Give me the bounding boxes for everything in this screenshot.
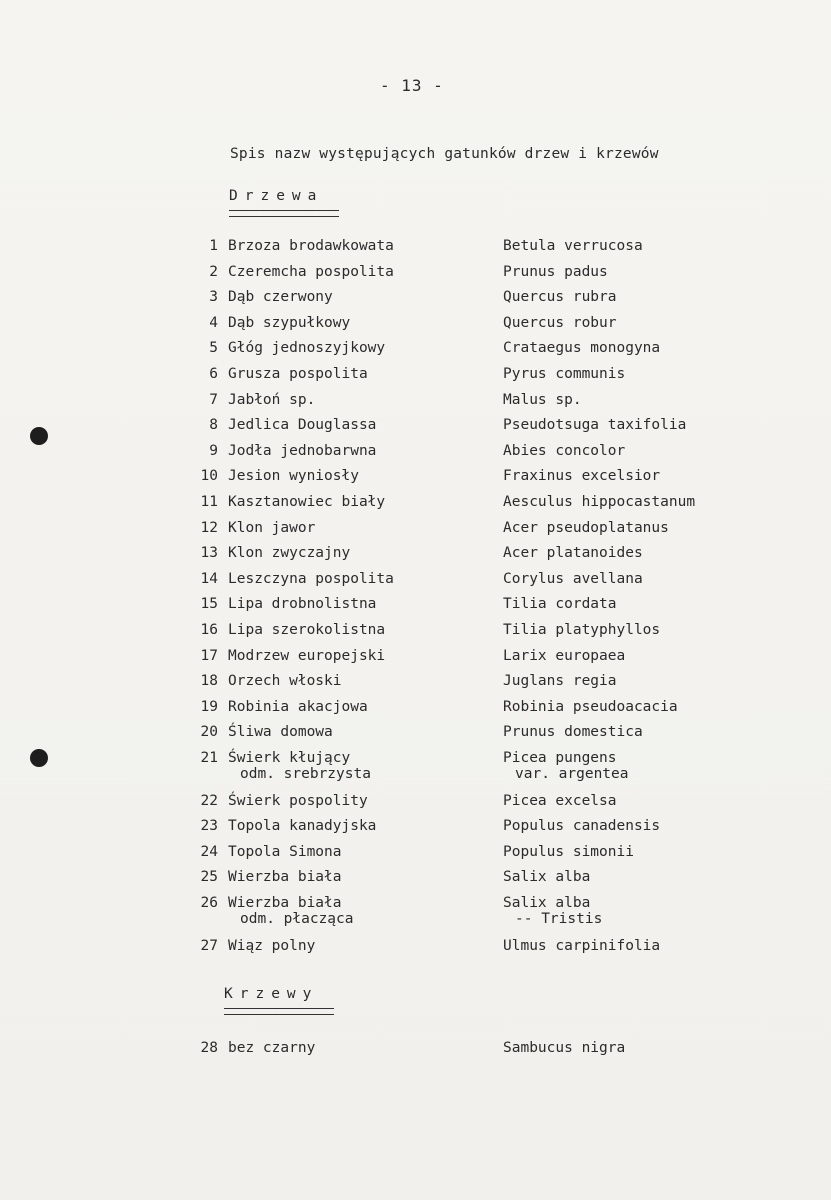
latin-name	[503, 750, 629, 782]
polish-name	[228, 468, 359, 484]
item-number: 9	[209, 443, 218, 459]
latin-name-line: Ulmus carpinifolia	[503, 938, 661, 954]
polish-name	[228, 673, 342, 689]
polish-name-line: Jesion wyniosły	[228, 468, 359, 484]
polish-name	[228, 545, 350, 561]
polish-name	[228, 793, 368, 809]
item-number: 20	[200, 724, 218, 740]
polish-name-line: Kasztanowiec biały	[228, 494, 386, 510]
item-number: 16	[200, 622, 218, 638]
latin-name	[503, 648, 625, 664]
latin-name	[503, 315, 617, 331]
polish-name	[228, 844, 342, 860]
shrubs-heading: Krzewy	[224, 986, 319, 1002]
polish-name	[228, 869, 342, 885]
item-number: 19	[200, 699, 218, 715]
latin-name-line: Crataegus monogyna	[503, 340, 661, 356]
latin-name	[503, 520, 669, 536]
polish-name-line: Topola Simona	[228, 844, 342, 860]
item-number: 6	[209, 366, 218, 382]
latin-name-line: Prunus domestica	[503, 724, 643, 740]
latin-name-line: Picea pungens	[503, 750, 617, 766]
polish-name	[228, 648, 385, 664]
polish-name	[228, 392, 315, 408]
page-number: - 13 -	[380, 76, 444, 95]
item-number: 14	[200, 571, 218, 587]
latin-name	[503, 844, 634, 860]
item-number: 7	[209, 392, 218, 408]
latin-name	[503, 340, 660, 356]
latin-name	[503, 264, 608, 280]
latin-name-line: Aesculus hippocastanum	[503, 494, 696, 510]
latin-name-line: Tilia cordata	[503, 596, 617, 612]
latin-name-line: Pyrus communis	[503, 366, 626, 382]
page-title: Spis nazw występujących gatunków drzew i krzewów	[230, 146, 659, 162]
latin-name-line: Larix europaea	[503, 648, 626, 664]
item-number: 24	[200, 844, 218, 860]
polish-name	[228, 895, 354, 927]
latin-name-line: Corylus avellana	[503, 571, 643, 587]
item-number: 4	[209, 315, 218, 331]
latin-name-line: Robinia pseudoacacia	[503, 699, 678, 715]
latin-name-line: Acer platanoides	[503, 545, 643, 561]
latin-name	[503, 443, 625, 459]
latin-name	[503, 596, 617, 612]
polish-name-line: Wierzba biała	[228, 869, 342, 885]
latin-name-line: Picea excelsa	[503, 793, 617, 809]
latin-name	[503, 818, 660, 834]
polish-name	[228, 315, 350, 331]
item-number: 22	[200, 793, 218, 809]
polish-name-line: Topola kanadyjska	[228, 818, 377, 834]
polish-name	[228, 340, 385, 356]
polish-variety-line: odm. płacząca	[240, 911, 354, 927]
latin-name-line: Quercus robur	[503, 315, 617, 331]
item-number: 12	[200, 520, 218, 536]
latin-name-line: Juglans regia	[503, 673, 617, 689]
polish-name-line: Śliwa domowa	[228, 724, 333, 740]
latin-name	[503, 938, 660, 954]
latin-name	[503, 724, 643, 740]
polish-name-line: Wierzba biała	[228, 895, 342, 911]
item-number: 11	[200, 494, 218, 510]
latin-name	[503, 673, 617, 689]
latin-name	[503, 494, 695, 510]
polish-name-line: Lipa szerokolistna	[228, 622, 386, 638]
polish-name	[228, 1040, 315, 1056]
latin-name-line: Sambucus nigra	[503, 1040, 626, 1056]
latin-name	[503, 366, 625, 382]
latin-variety-line: var. argentea	[515, 766, 629, 782]
item-number: 17	[200, 648, 218, 664]
latin-name	[503, 793, 617, 809]
latin-name-line: Salix alba	[503, 869, 591, 885]
polish-name	[228, 622, 385, 638]
polish-variety-line: odm. srebrzysta	[240, 766, 371, 782]
item-number: 25	[200, 869, 218, 885]
polish-name-line: Orzech włoski	[228, 673, 342, 689]
polish-name	[228, 818, 376, 834]
latin-name	[503, 571, 643, 587]
latin-name-line: Prunus padus	[503, 264, 608, 280]
polish-name	[228, 443, 376, 459]
polish-name	[228, 724, 333, 740]
latin-name-line: Malus sp.	[503, 392, 582, 408]
punch-hole-bottom	[30, 749, 48, 767]
polish-name	[228, 571, 394, 587]
item-number: 26	[200, 895, 218, 911]
polish-name	[228, 750, 371, 782]
item-number: 28	[200, 1040, 218, 1056]
latin-name	[503, 622, 660, 638]
polish-name	[228, 264, 394, 280]
polish-name-line: Świerk kłujący	[228, 750, 351, 766]
polish-name-line: Jedlica Douglassa	[228, 417, 377, 433]
latin-name	[503, 238, 643, 254]
latin-name	[503, 699, 678, 715]
latin-name-line: Acer pseudoplatanus	[503, 520, 669, 536]
polish-name-line: bez czarny	[228, 1040, 316, 1056]
polish-name-line: Lipa drobnolistna	[228, 596, 377, 612]
item-number: 23	[200, 818, 218, 834]
punch-hole-top	[30, 427, 48, 445]
polish-name-line: Świerk pospolity	[228, 793, 368, 809]
polish-name	[228, 520, 315, 536]
polish-name	[228, 417, 376, 433]
item-number: 13	[200, 545, 218, 561]
shrubs-heading-underline	[224, 1008, 334, 1015]
latin-name-line: Populus simonii	[503, 844, 634, 860]
latin-name-line: Fraxinus excelsior	[503, 468, 661, 484]
latin-name-line: Abies concolor	[503, 443, 626, 459]
polish-name-line: Robinia akacjowa	[228, 699, 368, 715]
latin-name	[503, 392, 582, 408]
trees-heading: Drzewa	[229, 188, 324, 204]
latin-name-line: Pseudotsuga taxifolia	[503, 417, 687, 433]
latin-name	[503, 545, 643, 561]
item-number: 8	[209, 417, 218, 433]
latin-name	[503, 1040, 625, 1056]
latin-name-line: Betula verrucosa	[503, 238, 643, 254]
polish-name-line: Dąb szypułkowy	[228, 315, 351, 331]
polish-name-line: Czeremcha pospolita	[228, 264, 394, 280]
polish-name-line: Brzoza brodawkowata	[228, 238, 394, 254]
polish-name	[228, 494, 385, 510]
latin-name	[503, 417, 686, 433]
trees-heading-underline	[229, 210, 339, 217]
polish-name-line: Grusza pospolita	[228, 366, 368, 382]
latin-name	[503, 468, 660, 484]
item-number: 21	[200, 750, 218, 766]
latin-name	[503, 869, 590, 885]
latin-name-line: Populus canadensis	[503, 818, 661, 834]
polish-name-line: Leszczyna pospolita	[228, 571, 394, 587]
item-number: 2	[209, 264, 218, 280]
polish-name-line: Dąb czerwony	[228, 289, 333, 305]
polish-name-line: Klon jawor	[228, 520, 316, 536]
latin-name	[503, 289, 617, 305]
latin-name	[503, 895, 602, 927]
item-number: 15	[200, 596, 218, 612]
latin-name-line: Quercus rubra	[503, 289, 617, 305]
item-number: 27	[200, 938, 218, 954]
item-number: 10	[200, 468, 218, 484]
polish-name-line: Klon zwyczajny	[228, 545, 351, 561]
polish-name-line: Wiąz polny	[228, 938, 316, 954]
item-number: 18	[200, 673, 218, 689]
latin-name-line: Salix alba	[503, 895, 591, 911]
polish-name	[228, 596, 376, 612]
item-number: 5	[209, 340, 218, 356]
latin-name-line: Tilia platyphyllos	[503, 622, 661, 638]
polish-name	[228, 366, 368, 382]
polish-name	[228, 699, 368, 715]
polish-name-line: Jabłoń sp.	[228, 392, 316, 408]
polish-name-line: Modrzew europejski	[228, 648, 386, 664]
latin-variety-line: -- Tristis	[515, 911, 603, 927]
item-number: 3	[209, 289, 218, 305]
polish-name	[228, 938, 315, 954]
polish-name	[228, 289, 333, 305]
polish-name-line: Głóg jednoszyjkowy	[228, 340, 386, 356]
polish-name	[228, 238, 394, 254]
item-number: 1	[209, 238, 218, 254]
polish-name-line: Jodła jednobarwna	[228, 443, 377, 459]
